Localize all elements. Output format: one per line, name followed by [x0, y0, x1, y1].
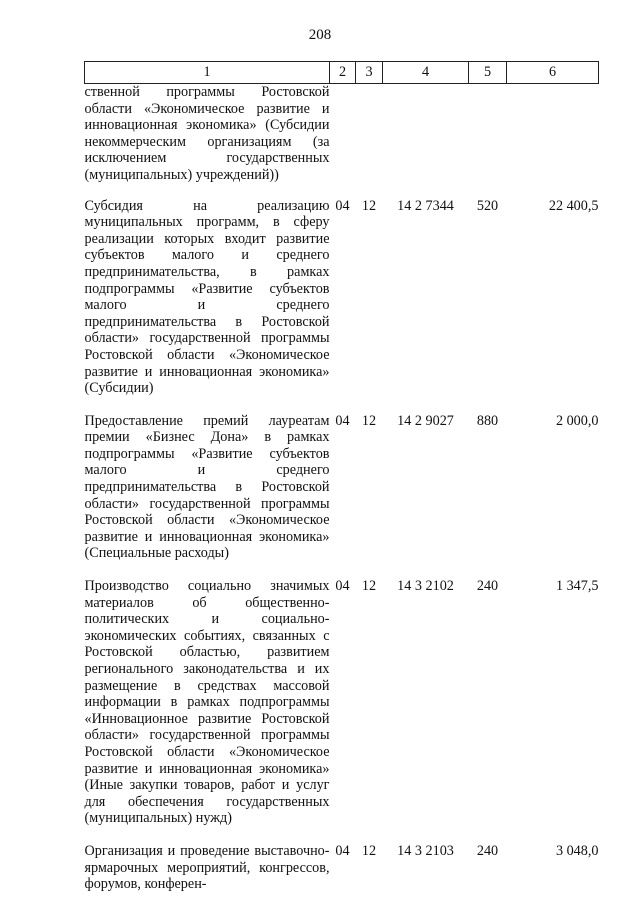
budget-table [84, 61, 599, 893]
row-target-code: 14 3 2102 [397, 578, 454, 595]
page-number: 208 [308, 27, 332, 43]
row-target-code: 14 2 9027 [397, 412, 454, 429]
row-section: 04 [335, 842, 350, 859]
row-amount [507, 84, 599, 198]
row-expense-type: 240 [476, 578, 499, 595]
row-amount: 22 400,5 [548, 197, 599, 214]
row-amount: 3 048,0 [555, 842, 599, 859]
row-expense-type: 520 [476, 197, 499, 214]
row-subsection: 12 [361, 842, 377, 859]
row-expense-type: 880 [476, 412, 499, 429]
row-amount: 2 000,0 [555, 412, 599, 429]
header-col-4: 4 [383, 62, 469, 84]
header-col-6: 6 [507, 62, 599, 84]
row-subsection [356, 84, 383, 198]
row-description: ственной программы Ростовской области «Экономическое развитие и инновационная экономика» (Субсидии некоммерческим организациям (за исключением государственных (муниципальных) учреждений)) [84, 84, 330, 183]
row-subsection: 12 [361, 197, 377, 214]
table-row [85, 578, 599, 843]
table-row [85, 198, 599, 413]
row-amount: 1 347,5 [555, 578, 599, 595]
row-section: 04 [335, 197, 350, 214]
row-description: Организация и проведение выставочно-ярмарочных мероприятий, конгрессов, форумов, конферен- [84, 842, 330, 893]
row-description: Производство социально значимых материалов об общественно-политических и социально-экономических событиях, связанных с Ростовской областью, развитием регионального законодательства и их размещение в средствах массовой информации в рамках подпрограммы «Инновационное развитие Ростовской области» государственной программы Ростовской области «Экономическое развитие и инновационная экономика» (Иные закупки товаров, работ и услуг для обеспечения государственных (муниципальных) нужд) [84, 578, 330, 827]
header-col-3: 3 [356, 62, 383, 84]
row-subsection: 12 [361, 412, 377, 429]
row-section: 04 [335, 578, 350, 595]
table-header-row [85, 62, 599, 84]
header-col-5: 5 [469, 62, 507, 84]
row-description: Субсидия на реализацию муниципальных программ, в сферу реализации которых входит развитие субъектов малого и среднего предпринимательства, в рамках подпрограммы «Развитие субъектов малого и среднего предпринимательства в Ростовской области» государственной программы Ростовской области «Экономическое развитие и инновационная экономика» (Субсидии) [84, 197, 330, 397]
row-section [330, 84, 356, 198]
row-description: Предоставление премий лауреатам премии «Бизнес Дона» в рамках подпрограммы «Развитие субъектов малого и среднего предпринимательства в Ростовской области» государственной программы Ростовской области «Экономическое развитие и инновационная экономика» (Специальные расходы) [84, 412, 330, 562]
row-expense-type: 240 [476, 842, 499, 859]
row-target-code [383, 84, 469, 198]
table-row [85, 413, 599, 578]
row-section: 04 [335, 412, 350, 429]
table-row [85, 84, 599, 198]
row-target-code: 14 2 7344 [397, 197, 454, 214]
header-col-1: 1 [85, 62, 330, 84]
row-subsection: 12 [361, 578, 377, 595]
row-target-code: 14 3 2103 [397, 842, 454, 859]
table-row [85, 843, 599, 893]
header-col-2: 2 [330, 62, 356, 84]
row-expense-type [469, 84, 507, 198]
